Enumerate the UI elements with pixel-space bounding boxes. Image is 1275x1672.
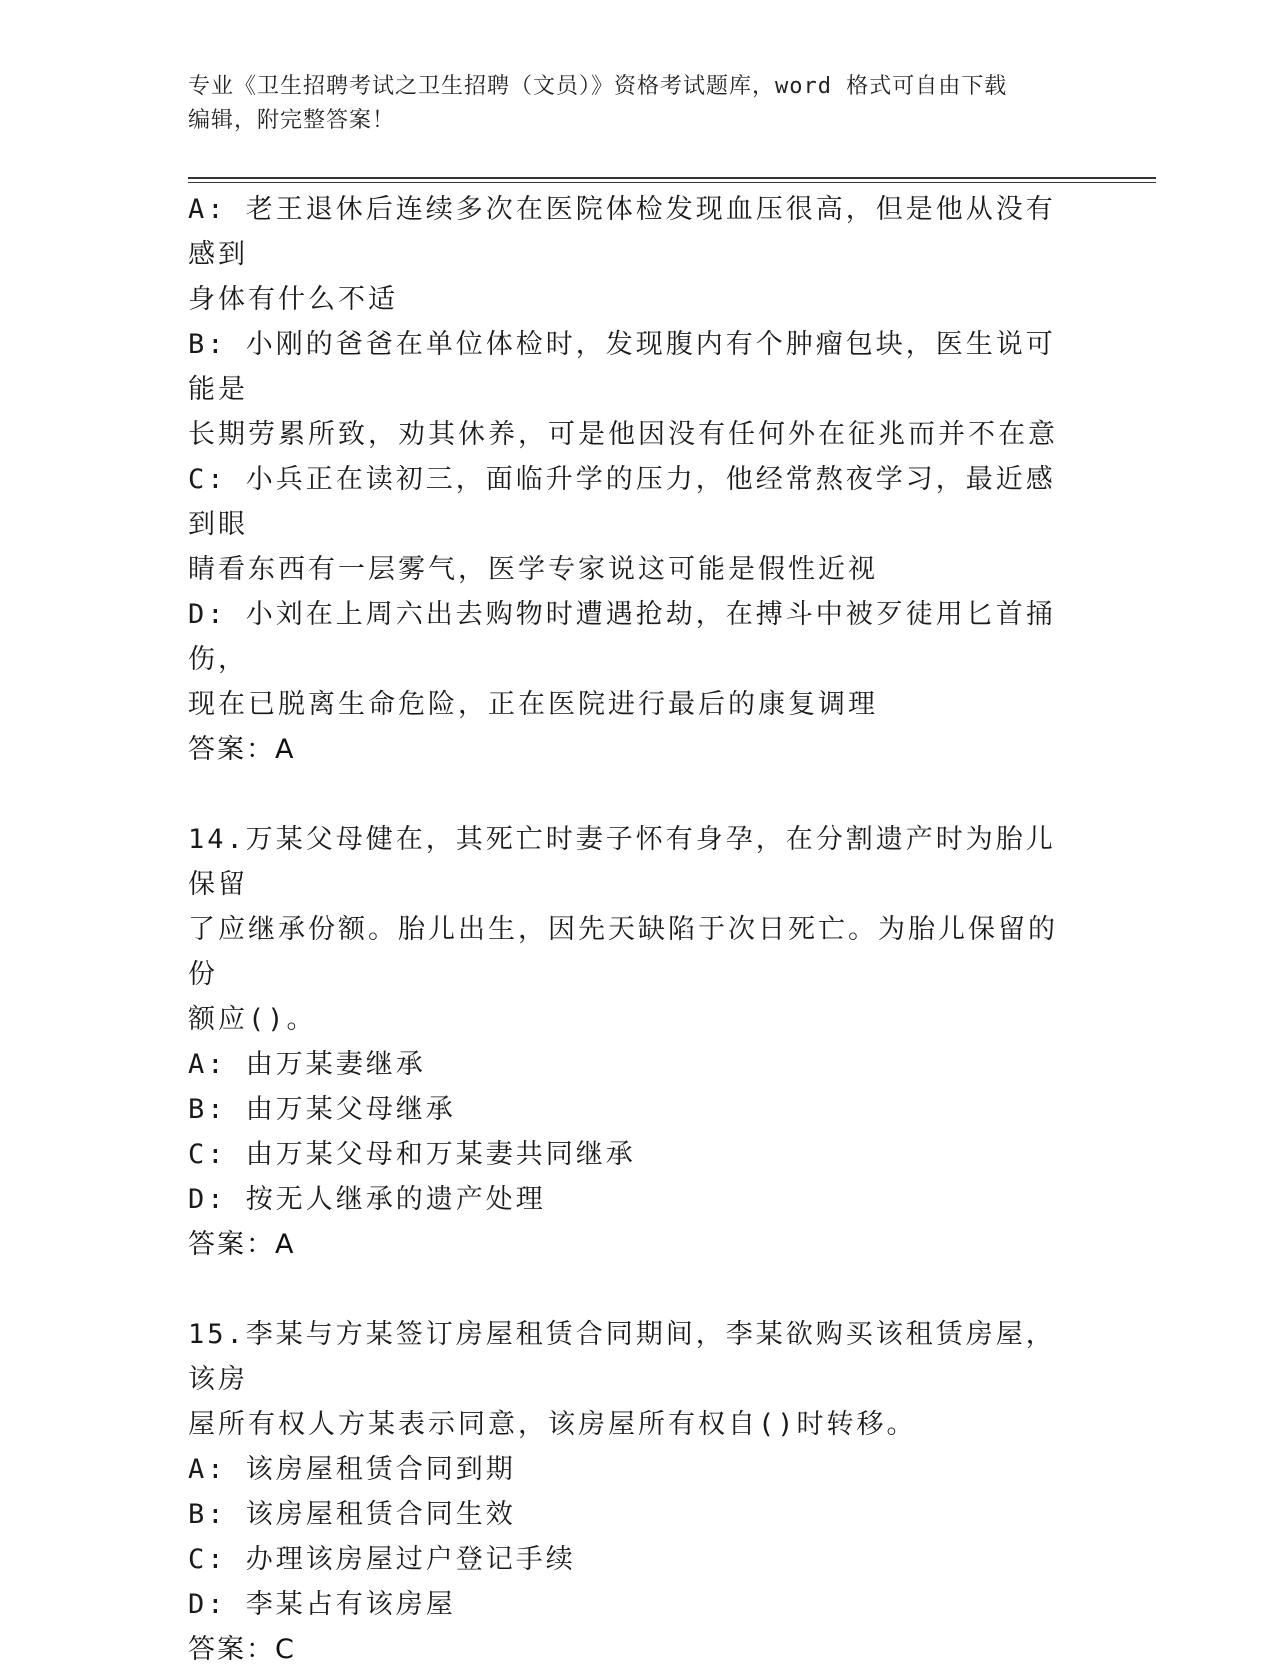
- q13-option-a-line-1: A: 老王退休后连续多次在医院体检发现血压很高，但是他从没有感到: [188, 194, 1056, 270]
- question-14: [188, 817, 1078, 1267]
- q15-option-a: A: 该房屋租赁合同到期: [188, 1454, 516, 1485]
- q14-stem-line-3: 额应()。: [188, 1004, 317, 1035]
- q15-option-c: C: 办理该房屋过户登记手续: [188, 1544, 576, 1575]
- q13-answer: 答案：A: [188, 734, 296, 765]
- document-header: [188, 70, 1088, 138]
- q15-stem-line-1: 15.李某与方某签订房屋租赁合同期间，李某欲购买该租赁房屋，该房: [188, 1319, 1056, 1395]
- q15-option-b: B: 该房屋租赁合同生效: [188, 1499, 516, 1530]
- q13-option-a-line-2: 身体有什么不适: [188, 284, 398, 315]
- spacer: [188, 1267, 1078, 1312]
- q13-option-d-line-2: 现在已脱离生命危险，正在医院进行最后的康复调理: [188, 689, 878, 720]
- spacer: [188, 772, 1078, 817]
- q15-answer: 答案：C: [188, 1634, 296, 1665]
- question-content: [188, 187, 1078, 1672]
- q14-answer: 答案：A: [188, 1229, 296, 1260]
- header-divider-thick: [188, 177, 1156, 179]
- q14-option-b: B: 由万某父母继承: [188, 1094, 456, 1125]
- q14-stem-line-2: 了应继承份额。胎儿出生，因先天缺陷于次日死亡。为胎儿保留的份: [188, 914, 1058, 990]
- q14-stem-line-1: 14.万某父母健在，其死亡时妻子怀有身孕，在分割遗产时为胎儿保留: [188, 824, 1056, 900]
- q13-option-b-line-1: B: 小刚的爸爸在单位体检时，发现腹内有个肿瘤包块，医生说可能是: [188, 329, 1056, 405]
- q13-option-d-line-1: D: 小刘在上周六出去购物时遭遇抢劫，在搏斗中被歹徒用匕首捅伤，: [188, 599, 1056, 675]
- q14-option-c: C: 由万某父母和万某妻共同继承: [188, 1139, 636, 1170]
- q14-option-a: A: 由万某妻继承: [188, 1049, 426, 1080]
- question-13: [188, 187, 1078, 772]
- q13-option-c-line-2: 睛看东西有一层雾气，医学专家说这可能是假性近视: [188, 554, 878, 585]
- question-15: [188, 1312, 1078, 1672]
- q13-option-c-line-1: C: 小兵正在读初三，面临升学的压力，他经常熬夜学习，最近感到眼: [188, 464, 1056, 540]
- q15-stem-line-2: 屋所有权人方某表示同意，该房屋所有权自()时转移。: [188, 1409, 917, 1440]
- q14-option-d: D: 按无人继承的遗产处理: [188, 1184, 546, 1215]
- header-divider-thin: [188, 182, 1156, 183]
- q15-option-d: D: 李某占有该房屋: [188, 1589, 456, 1620]
- header-line-1: 专业《卫生招聘考试之卫生招聘（文员）》资格考试题库，word 格式可自由下载: [188, 74, 1008, 99]
- header-line-2: 编辑，附完整答案！: [188, 108, 396, 133]
- q13-option-b-line-2: 长期劳累所致，劝其休养，可是他因没有任何外在征兆而并不在意: [188, 419, 1058, 450]
